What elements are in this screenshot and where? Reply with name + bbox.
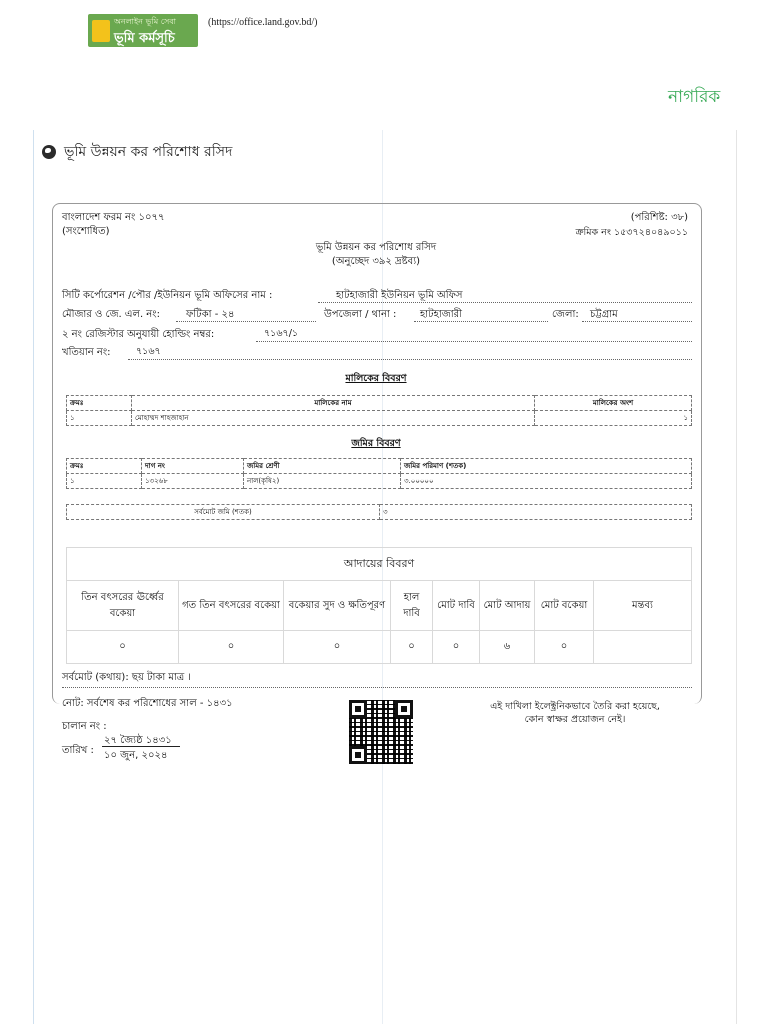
site-logo[interactable] [88,14,198,47]
payment-header-1: তিন বৎসরের ঊর্ধ্বের বকেয়া [67,581,179,631]
logo-mark-icon [92,20,110,42]
role-label[interactable]: নাগরিক [668,87,721,107]
card-left-border [33,130,34,1024]
land-section-title: জমির বিবরণ [351,438,401,449]
total-land-value: ৩ [380,505,692,520]
payment-header-8: মন্তব্য [594,581,692,631]
owner-cell-share: ১ [535,411,692,426]
qr-finder-bl [349,746,367,764]
payment-header-2: গত তিন বৎসরের বকেয়া [179,581,284,631]
district-value: চট্টগ্রাম [590,309,618,320]
receipt-subtitle: (অনুচ্ছেদ ৩৯২ দ্রষ্টব্য) [331,256,421,267]
payment-header-row [67,581,692,631]
land-header-row [67,459,692,474]
form-number: বাংলাদেশ ফরম নং ১০৭৭ [62,212,165,223]
upazila-label: উপজেলা / থানা : [324,309,397,320]
land-cell-dag: ১৩২৬৮ [142,474,244,489]
site-url: (https://office.land.gov.bd/) [208,17,318,28]
logo-line-2: ভূমি কর্মসূচি [114,31,175,46]
payment-value-5: ০ [433,631,480,664]
card-right-border [736,130,737,1024]
total-dotline [62,687,692,688]
khatian-value: ৭১৬৭ [136,346,161,357]
land-cell-amount: ৩.০০০০০ [401,474,692,489]
khatian-dotline [128,359,692,360]
mouza-label: মৌজার ও জে. এল. নং: [62,309,160,320]
district-label: জেলা: [552,309,579,320]
table-row [67,474,692,489]
owner-header-share: মালিকের অংশ [535,396,692,411]
upazila-dotline [414,321,548,322]
qr-finder-tl [349,700,367,718]
owner-cell-serial: ১ [67,411,132,426]
land-table [66,458,692,489]
card-title-text: ভূমি উন্নয়ন কর পরিশোধ রসিদ [64,144,233,160]
total-land-table [66,504,692,520]
date-bangla: ২৭ জ্যৈষ্ঠ ১৪৩১ [104,735,172,746]
land-header-dag: দাগ নং [142,459,244,474]
qr-finder-tr [395,700,413,718]
total-in-words: সর্বমোট (কথায়): ছয় টাকা মাত্র । [62,672,191,683]
land-cell-serial: ১ [67,474,142,489]
holding-label: ২ নং রেজিস্টার অনুযায়ী হোল্ডিং নম্বর: [62,329,215,340]
serial-number: ক্রমিক নং ১৫৩৭২৪০৪৯০১১ [575,227,688,238]
card-title [42,140,232,164]
upazila-value: হাটহাজারী [420,309,462,320]
owner-cell-name: মোহাম্মদ শাহজাহান [132,411,535,426]
office-dotline [318,302,692,303]
payment-header-3: বকেয়ার সুদ ও ক্ষতিপূরণ [284,581,391,631]
qr-code [349,700,413,764]
last-payment-note: নোট: সর্বশেষ কর পরিশোধের সাল - ১৪৩১ [62,698,233,709]
payment-value-7: ০ [535,631,594,664]
office-value: হাটহাজারী ইউনিয়ন ভূমি অফিস [336,290,463,301]
revised-label: (সংশোধিত) [62,226,110,237]
payment-value-6: ৬ [480,631,535,664]
khatian-label: খতিয়ান নং: [62,347,111,358]
holding-dotline [256,341,692,342]
payment-value-1: ০ [67,631,179,664]
payment-section-title: আদায়ের বিবরণ [67,548,692,581]
date-divider [102,746,180,747]
owner-section-title: মালিকের বিবরণ [345,373,407,384]
date-english: ১০ জুন, ২০২৪ [104,750,168,761]
electronic-note-line-2: কোন স্বাক্ষর প্রয়োজন নেই। [524,714,626,725]
district-dotline [582,321,692,322]
logo-line-1: অনলাইন ভূমি সেবা [114,17,177,26]
table-row [67,411,692,426]
payment-title-row [67,548,692,581]
land-header-serial: ক্রমঃ [67,459,142,474]
payment-header-4: হাল দাবি [391,581,433,631]
receipt-title: ভূমি উন্নয়ন কর পরিশোধ রসিদ [315,242,437,253]
payment-header-5: মোট দাবি [433,581,480,631]
date-label: তারিখ : [62,745,94,756]
mouza-value: ফটিকা - ২৪ [186,309,235,320]
table-row [67,505,692,520]
payment-value-2: ০ [179,631,284,664]
total-land-label: সর্বমোট জমি (শতক) [67,505,380,520]
challan-label: চালান নং : [62,721,107,732]
land-header-amount: জমির পরিমাণ (শতক) [401,459,692,474]
payment-header-7: মোট বকেয়া [535,581,594,631]
globe-icon [42,145,56,159]
appendix-label: (পরিশিষ্ট: ৩৮) [630,212,688,223]
owner-header-name: মালিকের নাম [132,396,535,411]
payment-table [66,547,692,664]
payment-value-8 [594,631,692,664]
payment-value-3: ০ [284,631,391,664]
land-header-class: জমির শ্রেণী [244,459,401,474]
electronic-note-line-1: এই দাখিলা ইলেক্ট্রনিকভাবে তৈরি করা হয়েছে, [490,701,660,712]
owner-table [66,395,692,426]
payment-value-4: ০ [391,631,433,664]
table-row [67,631,692,664]
payment-header-6: মোট আদায় [480,581,535,631]
owner-header-serial: ক্রমঃ [67,396,132,411]
owner-header-row [67,396,692,411]
office-label: সিটি কর্পোরেশন /পৌর /ইউনিয়ন ভূমি অফিসের নাম : [62,290,273,301]
mouza-dotline [176,321,316,322]
land-cell-class: নাল(কৃষি২) [244,474,401,489]
holding-value: ৭১৬৭/১ [264,328,299,339]
